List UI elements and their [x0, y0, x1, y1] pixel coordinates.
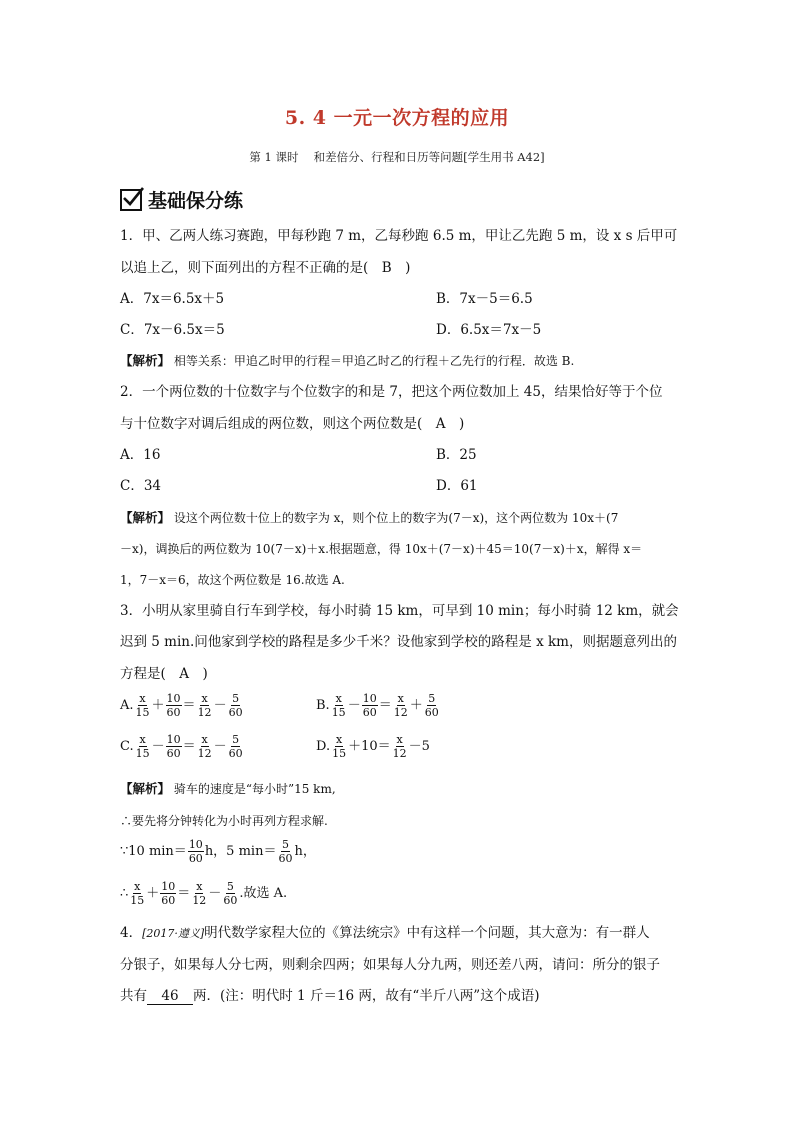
q2-stem-line2: 与十位数字对调后组成的两位数，则这个两位数是( A ): [120, 416, 465, 432]
q1-options-row2: [120, 320, 680, 340]
q3-options-row2: [120, 733, 680, 767]
analysis-label: 【解析】: [120, 781, 171, 796]
q1-option-a: A．7x＝6.5x＋5: [120, 291, 225, 307]
page-title: 5. 4 一元一次方程的应用: [284, 107, 510, 129]
q4-source: [2017·遵义]: [142, 927, 205, 940]
checkbox-icon: [120, 189, 142, 211]
q3-options-row1: [120, 692, 680, 726]
q2-option-d: D．61: [436, 478, 478, 494]
analysis-label: 【解析】: [120, 353, 171, 368]
q3-stem-line3: 方程是( A ): [120, 666, 208, 682]
q1-options-row1: [120, 289, 680, 309]
q3-analysis-line1: [120, 779, 680, 799]
q3-final-equation: ∴ $\frac{x}{15}$ ＋ $\frac{10}{60}$ ＝ $\frac{x}{12}$ － $\frac{5}{60}$ .故选 A.: [120, 880, 288, 907]
q1-option-d: D．6.5x＝7x－5: [436, 322, 542, 338]
q3-option-c: C. $\frac{x}{15}$ － $\frac{10}{60}$ ＝ $\frac{x}{12}$ － $\frac{5}{60}$: [120, 733, 243, 760]
q2-analysis-line3: 1，7－x＝6，故这个两位数是 16.故选 A.: [120, 573, 345, 587]
q3-option-a: A. $\frac{x}{15}$ ＋ $\frac{10}{60}$ ＝ $\frac{x}{12}$ － $\frac{5}{60}$: [120, 692, 243, 719]
section-title: 基础保分练: [148, 190, 244, 212]
q1-option-c: C．7x－6.5x＝5: [120, 322, 225, 338]
analysis-label: 【解析】: [120, 510, 171, 525]
analysis-text: 骑车的速度是“每小时”15 km,: [170, 782, 336, 796]
q3-option-b: B. $\frac{x}{15}$ － $\frac{10}{60}$ ＝ $\frac{x}{12}$ ＋ $\frac{5}{60}$: [316, 692, 439, 719]
q3-option-d: D. $\frac{x}{15}$ ＋10＝ $\frac{x}{12}$ －5: [316, 733, 430, 760]
q3-stem-line1: 3．小明从家里骑自行车到学校，每小时骑 15 km，可早到 10 min；每小时骑 12 km，就会: [120, 603, 679, 619]
q4-stem-line1: 4．[2017·遵义]明代数学家程大位的《算法统宗》中有这样一个问题，其大意为：有一群人: [120, 925, 650, 941]
lesson-subtitle: 第 1 课时 和差倍分、行程和日历等问题[学生用书 A42]: [249, 150, 545, 164]
q3-conversion: ∵10 min＝ $\frac{10}{60}$ h，5 min＝ $\frac{5}{60}$ h，: [120, 838, 316, 865]
q2-option-b: B．25: [436, 447, 477, 463]
q1-analysis: [120, 351, 680, 371]
analysis-text: 设这个两位数十位上的数字为 x，则个位上的数字为(7－x)，这个两位数为 10x＋(7: [170, 511, 619, 525]
q1-option-b: B．7x－5＝6.5: [436, 291, 533, 307]
q4-stem-line3: 共有 46 两．(注：明代时 1 斤＝16 两，故有“半斤八两”这个成语): [120, 988, 540, 1004]
q2-analysis-line1: [120, 508, 680, 528]
q4-answer-blank: 46: [147, 988, 193, 1005]
q2-options-row1: [120, 445, 680, 465]
q1-stem-line1: 1．甲、乙两人练习赛跑，甲每秒跑 7 m，乙每秒跑 6.5 m，甲让乙先跑 5 m，设 x s 后甲可: [120, 228, 678, 244]
analysis-text: 相等关系：甲追乙时甲的行程＝甲追乙时乙的行程＋乙先行的行程．故选 B.: [170, 354, 575, 368]
q2-option-c: C．34: [120, 478, 162, 494]
q2-options-row2: [120, 476, 680, 496]
q2-analysis-line2: －x)，调换后的两位数为 10(7－x)＋x.根据题意，得 10x＋(7－x)＋45＝10(7－x)＋x，解得 x＝: [120, 542, 643, 556]
q3-analysis-line2: ∴要先将分钟转化为小时再列方程求解.: [120, 814, 328, 828]
q1-stem-line2: 以追上乙，则下面列出的方程不正确的是( B ): [120, 260, 411, 276]
q2-stem-line1: 2．一个两位数的十位数字与个位数字的和是 7，把这个两位数加上 45，结果恰好等于个位: [120, 384, 663, 400]
section-header: [120, 186, 243, 213]
q4-stem-line2: 分银子，如果每人分七两，则剩余四两；如果每人分九两，则还差八两，请问：所分的银子: [120, 957, 660, 973]
q2-option-a: A．16: [120, 447, 161, 463]
q3-stem-line2: 迟到 5 min.问他家到学校的路程是多少千米？设他家到学校的路程是 x km，则据题意列出的: [120, 634, 677, 650]
